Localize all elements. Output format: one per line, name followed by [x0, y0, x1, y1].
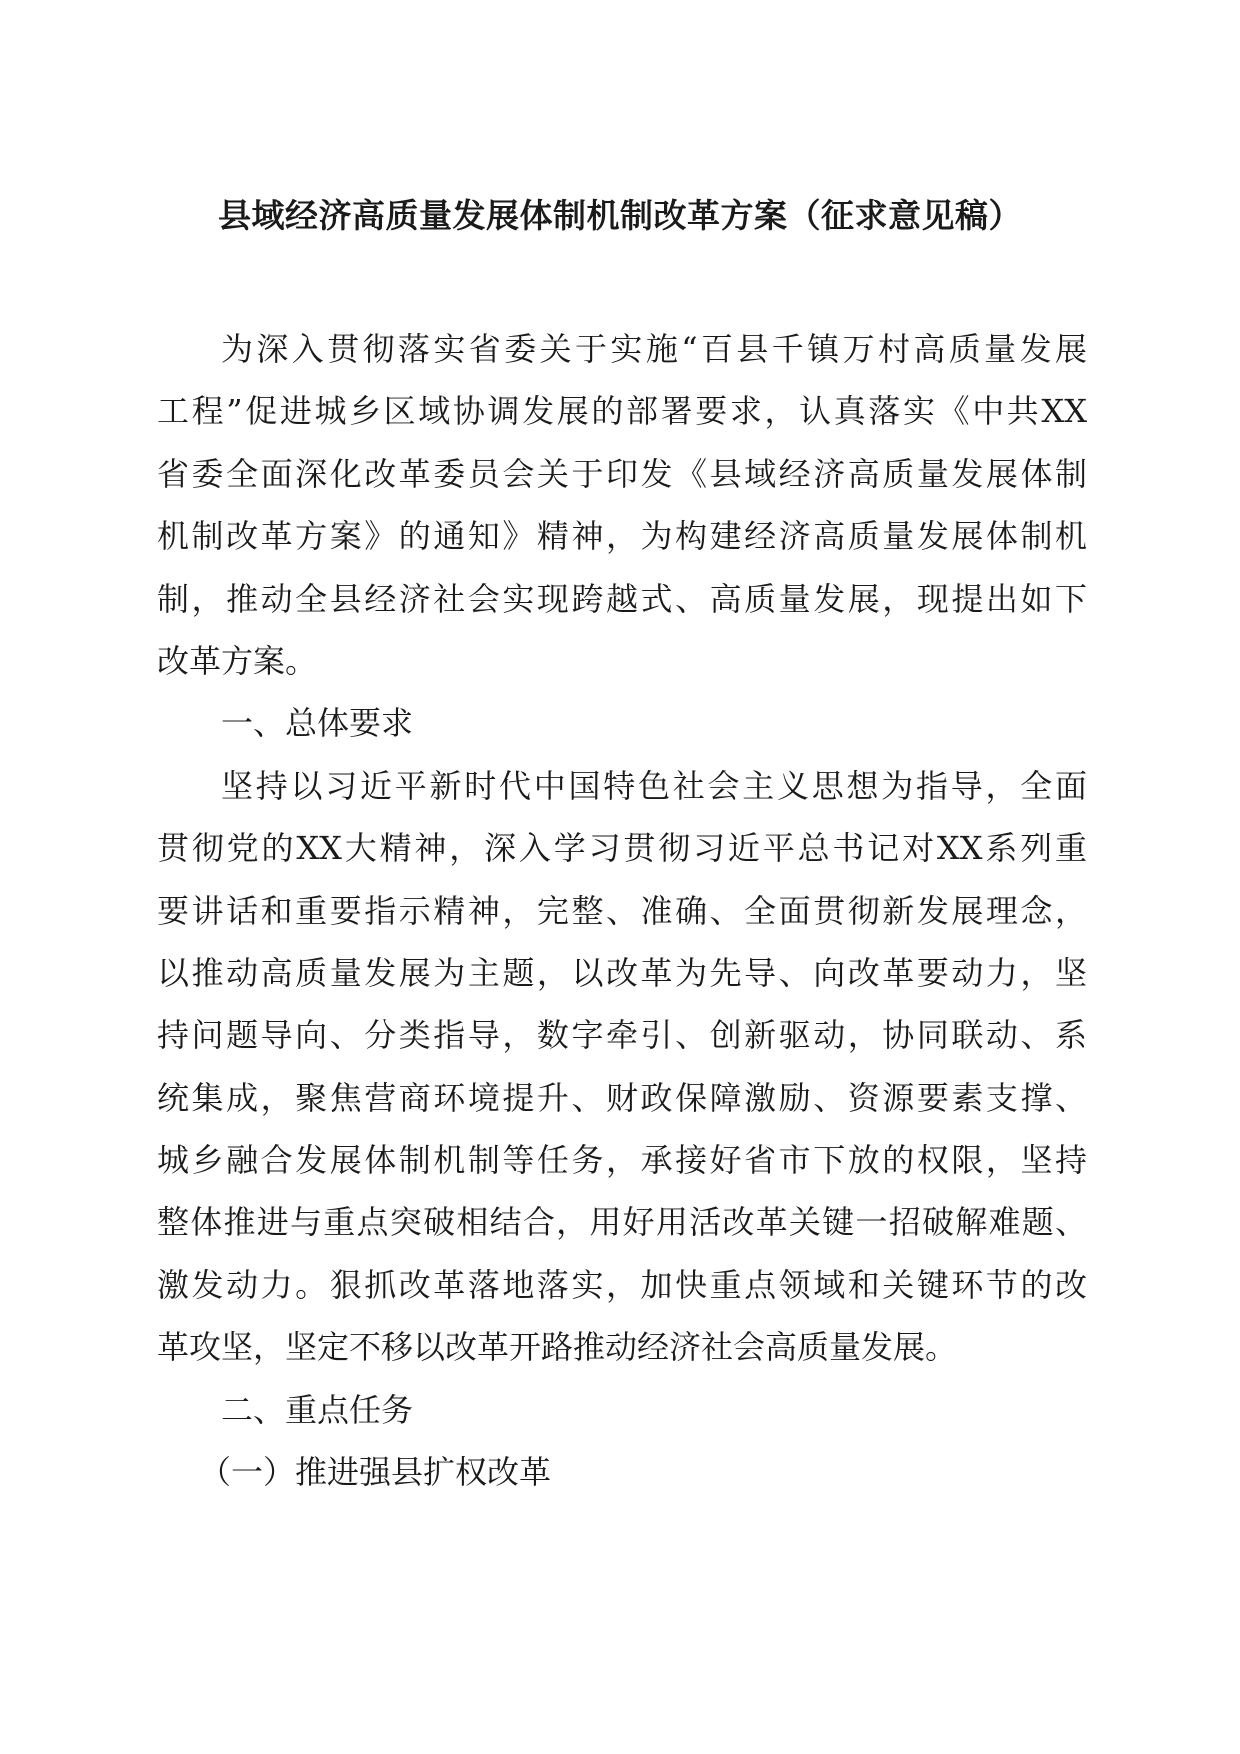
document-body — [157, 318, 1087, 1503]
section1-line: 以推动高质量发展为主题，以改革为先导、向改革要动力，坚 — [157, 953, 1087, 992]
section1-line: 整体推进与重点突破相结合，用好用活改革关键一招破解难题、 — [157, 1203, 1087, 1242]
section1-line: 革攻坚，坚定不移以改革开路推动经济社会高质量发展。 — [157, 1328, 958, 1367]
section1-line: 持问题导向、分类指导，数字牵引、创新驱动，协同联动、系 — [157, 1016, 1087, 1055]
section1-line: 坚持以习近平新时代中国特色社会主义思想为指导，全面 — [221, 766, 1087, 805]
section1-line: 城乡融合发展体制机制等任务，承接好省市下放的权限，坚持 — [157, 1141, 1087, 1180]
section1-line: 要讲话和重要指示精神，完整、准确、全面贯彻新发展理念， — [157, 891, 1087, 930]
intro-line: 机制改革方案》的通知》精神，为构建经济高质量发展体制机 — [157, 517, 1087, 556]
section1-line: 贯彻党的XX大精神，深入学习贯彻习近平总书记对XX系列重 — [157, 829, 1087, 868]
section-heading-general-requirements: 一、总体要求 — [221, 704, 414, 743]
section-heading-key-tasks: 二、重点任务 — [221, 1390, 414, 1429]
section1-line: 统集成，聚焦营商环境提升、财政保障激励、资源要素支撑、 — [157, 1078, 1087, 1117]
intro-line: 工程”促进城乡区域协调发展的部署要求，认真落实《中共XX — [157, 392, 1087, 431]
subsection-heading-county-power-reform: （一）推进强县扩权改革 — [199, 1453, 552, 1492]
section1-line: 激发动力。狠抓改革落地落实，加快重点领域和关键环节的改 — [157, 1265, 1087, 1304]
intro-line: 制，推动全县经济社会实现跨越式、高质量发展，现提出如下 — [157, 579, 1087, 618]
intro-line: 为深入贯彻落实省委关于实施“百县千镇万村高质量发展 — [221, 330, 1087, 368]
intro-line: 省委全面深化改革委员会关于印发《县域经济高质量发展体制 — [157, 454, 1087, 493]
intro-line: 改革方案。 — [157, 641, 318, 680]
document-title: 县域经济高质量发展体制机制改革方案（征求意见稿） — [218, 196, 1022, 235]
